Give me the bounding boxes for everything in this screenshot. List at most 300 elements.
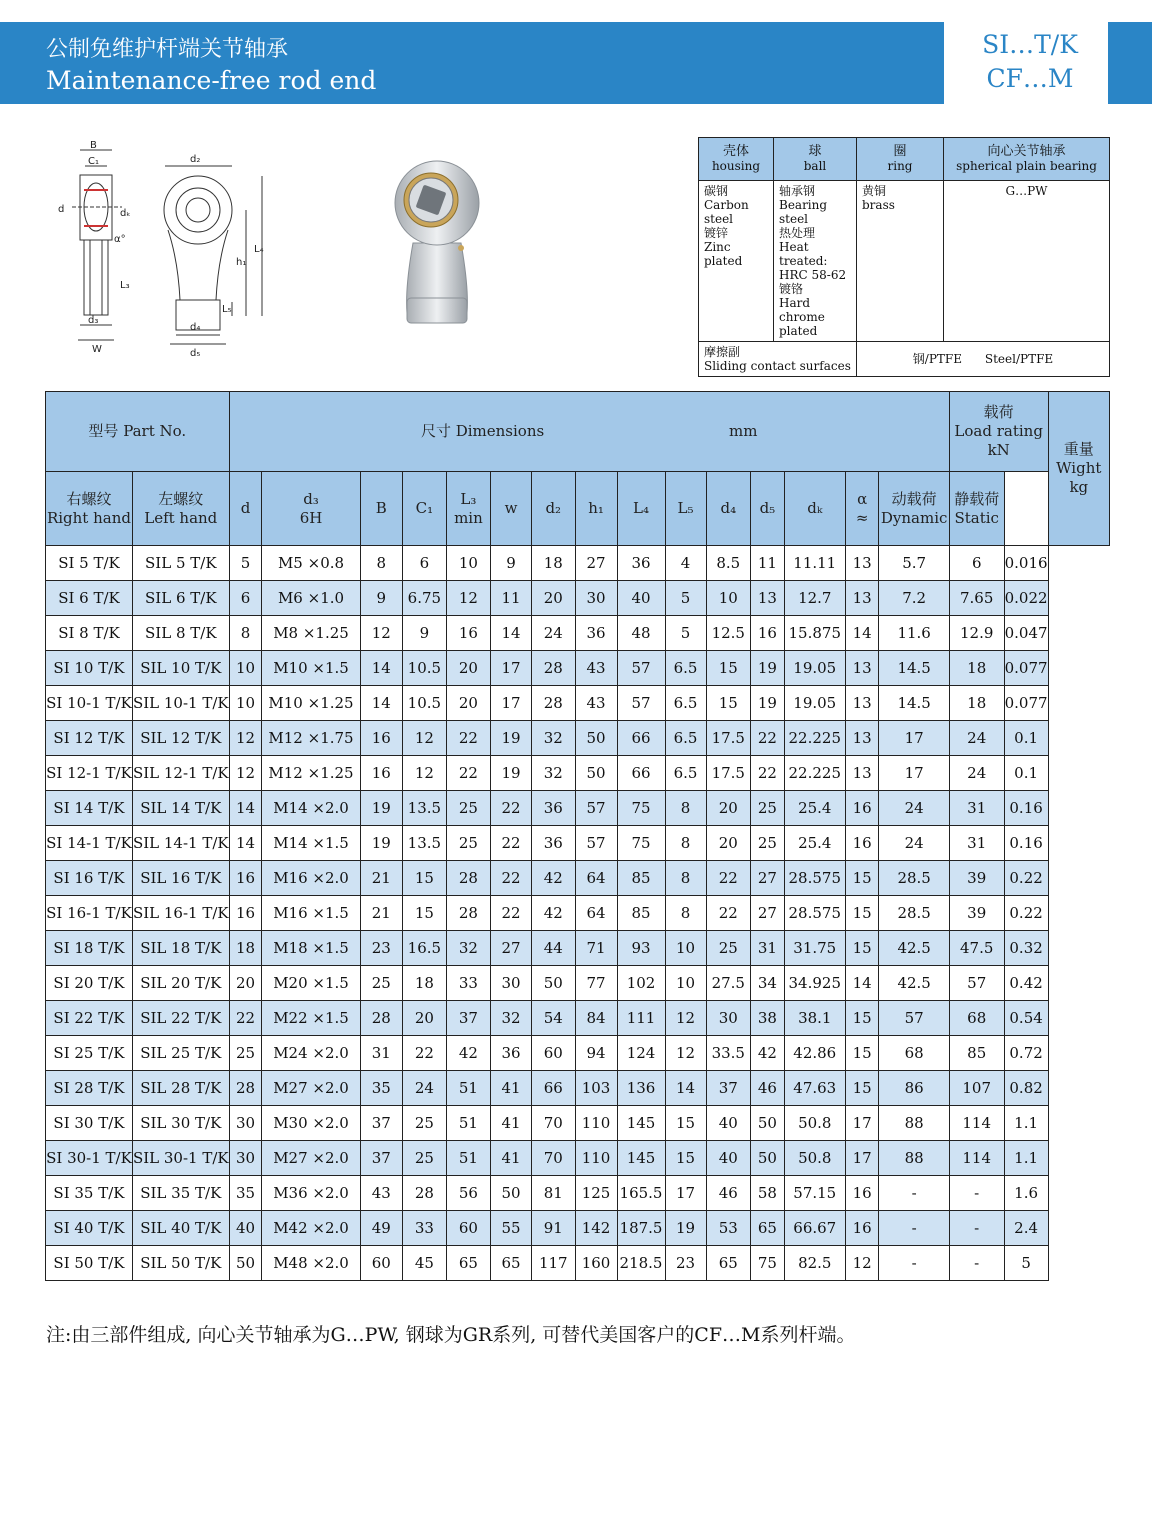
- table-cell: 28: [360, 1001, 402, 1036]
- table-cell: 18: [949, 651, 1004, 686]
- table-cell: 71: [575, 931, 617, 966]
- table-cell: 88: [879, 1141, 949, 1176]
- table-cell: M5 ×0.8: [262, 546, 360, 581]
- table-cell: M12 ×1.25: [262, 756, 360, 791]
- table-cell: 22.225: [784, 756, 845, 791]
- table-cell: M24 ×2.0: [262, 1036, 360, 1071]
- table-cell: 9: [360, 581, 402, 616]
- table-cell: 110: [575, 1106, 617, 1141]
- table-cell: 42: [531, 861, 575, 896]
- sliding-surfaces-value: 钢/PTFE Steel/PTFE: [857, 342, 1110, 377]
- table-cell: 12: [665, 1001, 706, 1036]
- table-row: [46, 1036, 1110, 1071]
- table-cell: 25.4: [784, 826, 845, 861]
- product-photo: [385, 148, 495, 333]
- header-band: [0, 22, 944, 104]
- table-cell: 22: [751, 721, 785, 756]
- table-cell: 145: [617, 1106, 665, 1141]
- table-cell: 20: [706, 791, 751, 826]
- table-cell: 16: [229, 861, 262, 896]
- weight-header: 重量 Wight kg: [1048, 392, 1109, 546]
- table-cell: SIL 25 T/K: [132, 1036, 229, 1071]
- col-L5: L₅: [665, 472, 706, 546]
- table-cell: SI 16 T/K: [46, 861, 133, 896]
- table-cell: 27: [751, 861, 785, 896]
- table-cell: 50: [575, 756, 617, 791]
- table-row: [46, 756, 1110, 791]
- table-cell: 86: [879, 1071, 949, 1106]
- table-cell: 5: [1004, 1246, 1048, 1281]
- table-cell: 65: [446, 1246, 490, 1281]
- table-cell: 70: [531, 1141, 575, 1176]
- table-cell: 57: [949, 966, 1004, 1001]
- table-cell: 15: [665, 1141, 706, 1176]
- table-cell: 50.8: [784, 1106, 845, 1141]
- table-cell: 16: [229, 896, 262, 931]
- table-cell: 16: [751, 616, 785, 651]
- table-cell: 0.16: [1004, 791, 1048, 826]
- table-cell: SIL 18 T/K: [132, 931, 229, 966]
- label-W: W: [92, 344, 102, 355]
- table-row: [46, 1176, 1110, 1211]
- table-cell: 50: [491, 1176, 532, 1211]
- table-cell: 39: [949, 861, 1004, 896]
- table-cell: 32: [491, 1001, 532, 1036]
- table-cell: 60: [446, 1211, 490, 1246]
- table-cell: 37: [706, 1071, 751, 1106]
- table-cell: SIL 50 T/K: [132, 1246, 229, 1281]
- sliding-surfaces-label: 摩擦副 Sliding contact surfaces: [699, 342, 857, 377]
- table-cell: 66.67: [784, 1211, 845, 1246]
- ball-material: 轴承钢 Bearing steel 热处理 Heat treated: HRC 58-62 镀铬 Hard chrome plated: [774, 181, 857, 342]
- table-cell: 19: [491, 721, 532, 756]
- table-cell: 12: [446, 581, 490, 616]
- table-cell: 50: [751, 1106, 785, 1141]
- table-cell: 57: [575, 826, 617, 861]
- table-row: [46, 896, 1110, 931]
- table-cell: 125: [575, 1176, 617, 1211]
- table-cell: 142: [575, 1211, 617, 1246]
- table-cell: 60: [360, 1246, 402, 1281]
- table-cell: M42 ×2.0: [262, 1211, 360, 1246]
- table-cell: 22: [751, 756, 785, 791]
- table-cell: 0.32: [1004, 931, 1048, 966]
- table-cell: 66: [617, 721, 665, 756]
- title-en: Maintenance-free rod end: [46, 66, 377, 95]
- table-cell: 94: [575, 1036, 617, 1071]
- table-row: [46, 546, 1110, 581]
- table-cell: 17: [491, 651, 532, 686]
- table-cell: 10.5: [403, 686, 447, 721]
- table-cell: 14: [360, 651, 402, 686]
- table-cell: 28: [229, 1071, 262, 1106]
- label-L3: L₃: [120, 280, 130, 291]
- table-cell: 30: [575, 581, 617, 616]
- table-cell: 19: [751, 651, 785, 686]
- table-cell: 16.5: [403, 931, 447, 966]
- table-cell: 14: [360, 686, 402, 721]
- table-cell: SIL 35 T/K: [132, 1176, 229, 1211]
- table-row: [46, 1141, 1110, 1176]
- table-cell: 12: [229, 756, 262, 791]
- table-cell: M27 ×2.0: [262, 1141, 360, 1176]
- table-cell: 91: [531, 1211, 575, 1246]
- table-cell: 218.5: [617, 1246, 665, 1281]
- table-body: [46, 546, 1110, 1281]
- table-cell: 165.5: [617, 1176, 665, 1211]
- table-cell: 107: [949, 1071, 1004, 1106]
- table-cell: 12: [665, 1036, 706, 1071]
- table-cell: 24: [879, 791, 949, 826]
- table-cell: 18: [403, 966, 447, 1001]
- title-zh: 公制免维护杆端关节轴承: [46, 37, 289, 62]
- table-cell: 30: [706, 1001, 751, 1036]
- table-cell: 7.2: [879, 581, 949, 616]
- table-cell: 50: [575, 721, 617, 756]
- table-cell: 0.42: [1004, 966, 1048, 1001]
- table-cell: -: [949, 1211, 1004, 1246]
- table-cell: 16: [845, 791, 879, 826]
- housing-header: 壳体 housing: [699, 138, 774, 181]
- table-cell: 13: [751, 581, 785, 616]
- table-cell: 28: [403, 1176, 447, 1211]
- table-cell: 10: [229, 686, 262, 721]
- table-cell: 25: [403, 1141, 447, 1176]
- table-cell: M10 ×1.25: [262, 686, 360, 721]
- table-cell: 75: [751, 1246, 785, 1281]
- table-cell: 24: [879, 826, 949, 861]
- table-cell: 0.16: [1004, 826, 1048, 861]
- table-cell: 75: [617, 826, 665, 861]
- table-cell: 23: [665, 1246, 706, 1281]
- table-cell: 22: [491, 896, 532, 931]
- table-cell: M18 ×1.5: [262, 931, 360, 966]
- table-cell: 37: [446, 1001, 490, 1036]
- table-cell: SI 18 T/K: [46, 931, 133, 966]
- table-cell: 40: [617, 581, 665, 616]
- table-cell: 25: [751, 826, 785, 861]
- table-cell: 24: [949, 721, 1004, 756]
- table-cell: 64: [575, 861, 617, 896]
- table-cell: 28: [446, 896, 490, 931]
- table-cell: 57: [617, 651, 665, 686]
- table-cell: 64: [575, 896, 617, 931]
- table-cell: 57.15: [784, 1176, 845, 1211]
- table-row: [46, 791, 1110, 826]
- side-view: [72, 150, 122, 340]
- footnote: 注:由三部件组成, 向心关节轴承为G…PW, 钢球为GR系列, 可替代美国客户的CF…M系列杆端。: [46, 1324, 856, 1346]
- table-cell: 27: [491, 931, 532, 966]
- table-cell: SI 16-1 T/K: [46, 896, 133, 931]
- table-cell: 0.077: [1004, 651, 1048, 686]
- table-cell: 35: [229, 1176, 262, 1211]
- table-cell: 22: [403, 1036, 447, 1071]
- table-cell: 22: [229, 1001, 262, 1036]
- table-cell: 19: [751, 686, 785, 721]
- table-cell: SIL 40 T/K: [132, 1211, 229, 1246]
- table-row: [46, 721, 1110, 756]
- table-cell: 12: [403, 756, 447, 791]
- table-cell: 12.9: [949, 616, 1004, 651]
- table-cell: 42: [446, 1036, 490, 1071]
- table-cell: 37: [360, 1141, 402, 1176]
- table-cell: 25: [751, 791, 785, 826]
- table-cell: 85: [617, 861, 665, 896]
- ring-header: 圈 ring: [857, 138, 944, 181]
- col-d: d: [229, 472, 262, 546]
- table-cell: 24: [531, 616, 575, 651]
- table-row: [46, 651, 1110, 686]
- front-view: [164, 166, 262, 344]
- bearing-header: 向心关节轴承 spherical plain bearing: [944, 138, 1110, 181]
- table-cell: 51: [446, 1106, 490, 1141]
- table-cell: 15: [845, 896, 879, 931]
- label-d: d: [58, 204, 65, 215]
- table-cell: -: [879, 1176, 949, 1211]
- table-cell: 136: [617, 1071, 665, 1106]
- table-cell: 51: [446, 1071, 490, 1106]
- table-cell: 66: [531, 1071, 575, 1106]
- table-cell: 16: [845, 1176, 879, 1211]
- table-cell: 68: [879, 1036, 949, 1071]
- table-cell: SIL 5 T/K: [132, 546, 229, 581]
- table-cell: SI 35 T/K: [46, 1176, 133, 1211]
- table-cell: 6.5: [665, 756, 706, 791]
- table-cell: 51: [446, 1141, 490, 1176]
- table-cell: 12: [845, 1246, 879, 1281]
- table-cell: 103: [575, 1071, 617, 1106]
- table-cell: 17: [491, 686, 532, 721]
- table-cell: 24: [949, 756, 1004, 791]
- table-cell: SIL 12-1 T/K: [132, 756, 229, 791]
- table-cell: 36: [531, 791, 575, 826]
- header-accent-bar: [1108, 22, 1152, 104]
- table-cell: 22: [706, 896, 751, 931]
- table-row: [46, 686, 1110, 721]
- table-cell: 85: [617, 896, 665, 931]
- table-cell: 34: [751, 966, 785, 1001]
- table-cell: 49: [360, 1211, 402, 1246]
- table-cell: 17: [879, 756, 949, 791]
- bearing-type: G…PW: [944, 181, 1110, 342]
- table-cell: 13: [845, 651, 879, 686]
- table-cell: 8.5: [706, 546, 751, 581]
- table-cell: 65: [751, 1211, 785, 1246]
- left-hand-header: 左螺纹 Left hand: [132, 472, 229, 546]
- label-dk: dₖ: [120, 208, 131, 219]
- table-cell: 43: [575, 686, 617, 721]
- table-cell: 22: [491, 861, 532, 896]
- label-d4: d₄: [190, 322, 201, 333]
- housing-material: 碳钢 Carbon steel 镀锌 Zinc plated: [699, 181, 774, 342]
- table-cell: 31: [751, 931, 785, 966]
- table-cell: SIL 6 T/K: [132, 581, 229, 616]
- table-row: [46, 1246, 1110, 1281]
- table-cell: 0.077: [1004, 686, 1048, 721]
- table-cell: 25: [403, 1106, 447, 1141]
- table-cell: 22: [491, 826, 532, 861]
- table-cell: 25: [706, 931, 751, 966]
- table-cell: 57: [879, 1001, 949, 1036]
- label-L4: L₄: [254, 244, 264, 255]
- table-row: [46, 966, 1110, 1001]
- table-cell: 21: [360, 861, 402, 896]
- table-cell: 19.05: [784, 686, 845, 721]
- table-cell: 30: [229, 1141, 262, 1176]
- table-cell: 70: [531, 1106, 575, 1141]
- table-cell: M48 ×2.0: [262, 1246, 360, 1281]
- table-cell: 32: [531, 756, 575, 791]
- col-C1: C₁: [403, 472, 447, 546]
- table-cell: 17: [845, 1141, 879, 1176]
- table-cell: 39: [949, 896, 1004, 931]
- table-cell: 28.575: [784, 861, 845, 896]
- col-static: 静载荷 Static: [949, 472, 1004, 546]
- table-cell: 22.225: [784, 721, 845, 756]
- table-cell: SI 14 T/K: [46, 791, 133, 826]
- table-cell: 65: [706, 1246, 751, 1281]
- table-cell: 10: [446, 546, 490, 581]
- table-cell: SI 10-1 T/K: [46, 686, 133, 721]
- table-cell: SIL 14-1 T/K: [132, 826, 229, 861]
- table-cell: 88: [879, 1106, 949, 1141]
- table-cell: SIL 16-1 T/K: [132, 896, 229, 931]
- table-cell: 40: [706, 1141, 751, 1176]
- table-cell: 13: [845, 686, 879, 721]
- table-cell: 43: [575, 651, 617, 686]
- table-cell: 15: [665, 1106, 706, 1141]
- table-cell: 14.5: [879, 651, 949, 686]
- table-cell: 160: [575, 1246, 617, 1281]
- table-cell: 111: [617, 1001, 665, 1036]
- table-cell: 42.5: [879, 966, 949, 1001]
- table-cell: 12: [403, 721, 447, 756]
- table-cell: -: [879, 1211, 949, 1246]
- table-cell: 28: [446, 861, 490, 896]
- table-cell: -: [879, 1246, 949, 1281]
- table-cell: 2.4: [1004, 1211, 1048, 1246]
- table-cell: 28: [531, 686, 575, 721]
- table-cell: 1.1: [1004, 1141, 1048, 1176]
- table-cell: 60: [531, 1036, 575, 1071]
- table-cell: 35: [360, 1071, 402, 1106]
- table-cell: -: [949, 1176, 1004, 1211]
- table-cell: 16: [360, 721, 402, 756]
- table-cell: 85: [949, 1036, 1004, 1071]
- table-cell: 8: [665, 791, 706, 826]
- table-cell: 50: [229, 1246, 262, 1281]
- table-cell: 41: [491, 1141, 532, 1176]
- table-cell: 10: [229, 651, 262, 686]
- table-cell: 187.5: [617, 1211, 665, 1246]
- table-cell: 4: [665, 546, 706, 581]
- table-cell: 15: [845, 931, 879, 966]
- table-cell: 18: [531, 546, 575, 581]
- table-cell: 21: [360, 896, 402, 931]
- part-no-header: 型号 Part No.: [46, 392, 230, 472]
- table-row: [46, 1071, 1110, 1106]
- table-cell: SIL 10-1 T/K: [132, 686, 229, 721]
- table-cell: 15: [845, 1001, 879, 1036]
- table-cell: SI 12 T/K: [46, 721, 133, 756]
- table-cell: 14: [229, 791, 262, 826]
- col-alpha: α ≈: [845, 472, 879, 546]
- table-cell: 13.5: [403, 791, 447, 826]
- table-cell: 22: [706, 861, 751, 896]
- table-cell: 20: [229, 966, 262, 1001]
- table-cell: SIL 28 T/K: [132, 1071, 229, 1106]
- col-dk: dₖ: [784, 472, 845, 546]
- table-row: [46, 931, 1110, 966]
- table-cell: SI 5 T/K: [46, 546, 133, 581]
- technical-drawing: [50, 130, 290, 360]
- table-cell: 20: [403, 1001, 447, 1036]
- table-cell: M14 ×2.0: [262, 791, 360, 826]
- table-cell: 31: [360, 1036, 402, 1071]
- table-cell: 40: [706, 1106, 751, 1141]
- table-cell: 57: [575, 791, 617, 826]
- table-cell: 124: [617, 1036, 665, 1071]
- table-cell: 27: [751, 896, 785, 931]
- table-cell: 24: [403, 1071, 447, 1106]
- table-cell: 13: [845, 756, 879, 791]
- table-cell: SIL 12 T/K: [132, 721, 229, 756]
- label-L5: L₅: [222, 304, 232, 315]
- table-cell: 0.72: [1004, 1036, 1048, 1071]
- table-cell: 0.016: [1004, 546, 1048, 581]
- ring-material: 黄铜 brass: [857, 181, 944, 342]
- table-cell: 9: [403, 616, 447, 651]
- table-cell: SI 25 T/K: [46, 1036, 133, 1071]
- table-cell: 0.22: [1004, 896, 1048, 931]
- table-cell: 12.7: [784, 581, 845, 616]
- table-cell: 5: [665, 616, 706, 651]
- col-dynamic: 动载荷 Dynamic: [879, 472, 949, 546]
- table-cell: 93: [617, 931, 665, 966]
- table-cell: 36: [531, 826, 575, 861]
- table-cell: 66: [617, 756, 665, 791]
- table-cell: 10: [706, 581, 751, 616]
- table-cell: 16: [360, 756, 402, 791]
- table-cell: 17: [845, 1106, 879, 1141]
- table-cell: 65: [491, 1246, 532, 1281]
- table-cell: 7.65: [949, 581, 1004, 616]
- table-cell: 81: [531, 1176, 575, 1211]
- table-cell: 14.5: [879, 686, 949, 721]
- series-code-line2: CF…M: [986, 64, 1074, 93]
- series-code: [960, 28, 1100, 96]
- table-cell: 9: [491, 546, 532, 581]
- table-cell: 25: [446, 826, 490, 861]
- table-cell: 117: [531, 1246, 575, 1281]
- table-cell: 42.5: [879, 931, 949, 966]
- table-cell: 20: [446, 686, 490, 721]
- ball-header: 球 ball: [774, 138, 857, 181]
- table-row: [46, 581, 1110, 616]
- table-cell: 6.5: [665, 721, 706, 756]
- table-cell: 14: [845, 966, 879, 1001]
- table-cell: M22 ×1.5: [262, 1001, 360, 1036]
- table-cell: 40: [229, 1211, 262, 1246]
- table-cell: SIL 8 T/K: [132, 616, 229, 651]
- table-cell: 8: [665, 826, 706, 861]
- table-cell: M36 ×2.0: [262, 1176, 360, 1211]
- table-cell: SI 22 T/K: [46, 1001, 133, 1036]
- table-cell: 20: [446, 651, 490, 686]
- table-cell: 36: [575, 616, 617, 651]
- table-cell: 145: [617, 1141, 665, 1176]
- table-cell: SI 8 T/K: [46, 616, 133, 651]
